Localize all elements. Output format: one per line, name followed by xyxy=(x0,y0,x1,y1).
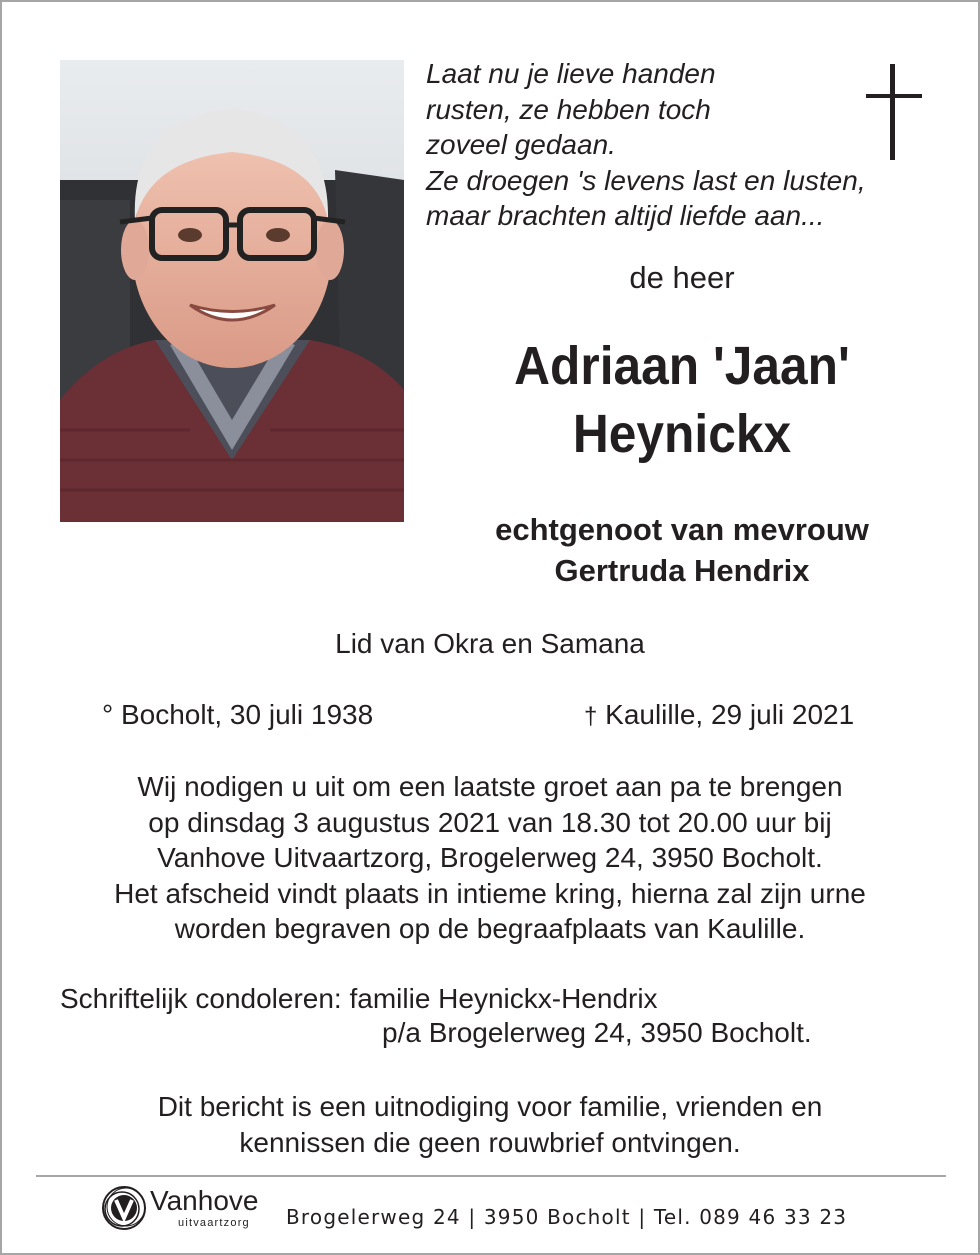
brand-subtitle: uitvaartzorg xyxy=(178,1217,250,1229)
poem-line: zoveel gedaan. xyxy=(426,129,616,160)
salutation: de heer xyxy=(629,260,735,295)
invitation-line: op dinsdag 3 augustus 2021 van 18.30 tot 20.00 uur bij xyxy=(148,806,832,838)
deceased-name xyxy=(452,332,912,468)
death-date-text: Kaulille, 29 juli 2021 xyxy=(605,699,855,730)
deceased-name-line2: Heynickx xyxy=(572,404,792,464)
poem-line: maar brachten altijd liefde aan... xyxy=(426,200,825,231)
invitation-line: Het afscheid vindt plaats in intieme kring, hierna zal zijn urne xyxy=(114,877,866,909)
footer-contact: Brogelerweg 24 | 3950 Bocholt | Tel. 089 46 33 23 xyxy=(286,1205,848,1229)
deceased-name-line1: Adriaan 'Jaan' xyxy=(514,336,850,396)
vanhove-logo-icon xyxy=(98,1182,150,1234)
spouse-line2: Gertruda Hendrix xyxy=(554,553,810,588)
poem-line: rusten, ze hebben toch xyxy=(426,93,711,125)
death-date xyxy=(584,699,854,731)
membership: Lid van Okra en Samana xyxy=(335,628,645,659)
note-line: Dit bericht is een uitnodiging voor familie, vrienden en xyxy=(157,1091,823,1122)
poem-line: Ze droegen 's levens last en lusten, xyxy=(426,164,866,196)
condolences-line2: p/a Brogelerweg 24, 3950 Bocholt. xyxy=(382,1017,812,1048)
dagger-icon: † xyxy=(584,703,598,730)
notice-note xyxy=(2,1089,978,1160)
spouse-line1: echtgenoot van mevrouw xyxy=(495,512,869,547)
portrait-photo xyxy=(60,60,404,522)
invitation xyxy=(2,769,978,947)
birth-date: ° Bocholt, 30 juli 1938 xyxy=(102,699,374,730)
brand-name: Vanhove xyxy=(150,1185,259,1216)
invitation-line: Wij nodigen u uit om een laatste groet aan pa te brengen xyxy=(137,771,843,802)
invitation-line: worden begraven op de begraafplaats van Kaulille. xyxy=(174,913,806,944)
note-line: kennissen die geen rouwbrief ontvingen. xyxy=(239,1126,741,1158)
cross-icon xyxy=(864,64,924,160)
poem-line: Laat nu je lieve handen xyxy=(426,58,716,89)
portrait-illustration xyxy=(60,60,404,522)
footer-divider xyxy=(36,1175,946,1177)
condolences-line1: Schriftelijk condoleren: familie Heynickx-Hendrix xyxy=(60,983,658,1014)
spouse-info xyxy=(432,509,932,591)
invitation-line: Vanhove Uitvaartzorg, Brogelerweg 24, 3950 Bocholt. xyxy=(157,842,823,873)
poem xyxy=(426,56,866,234)
